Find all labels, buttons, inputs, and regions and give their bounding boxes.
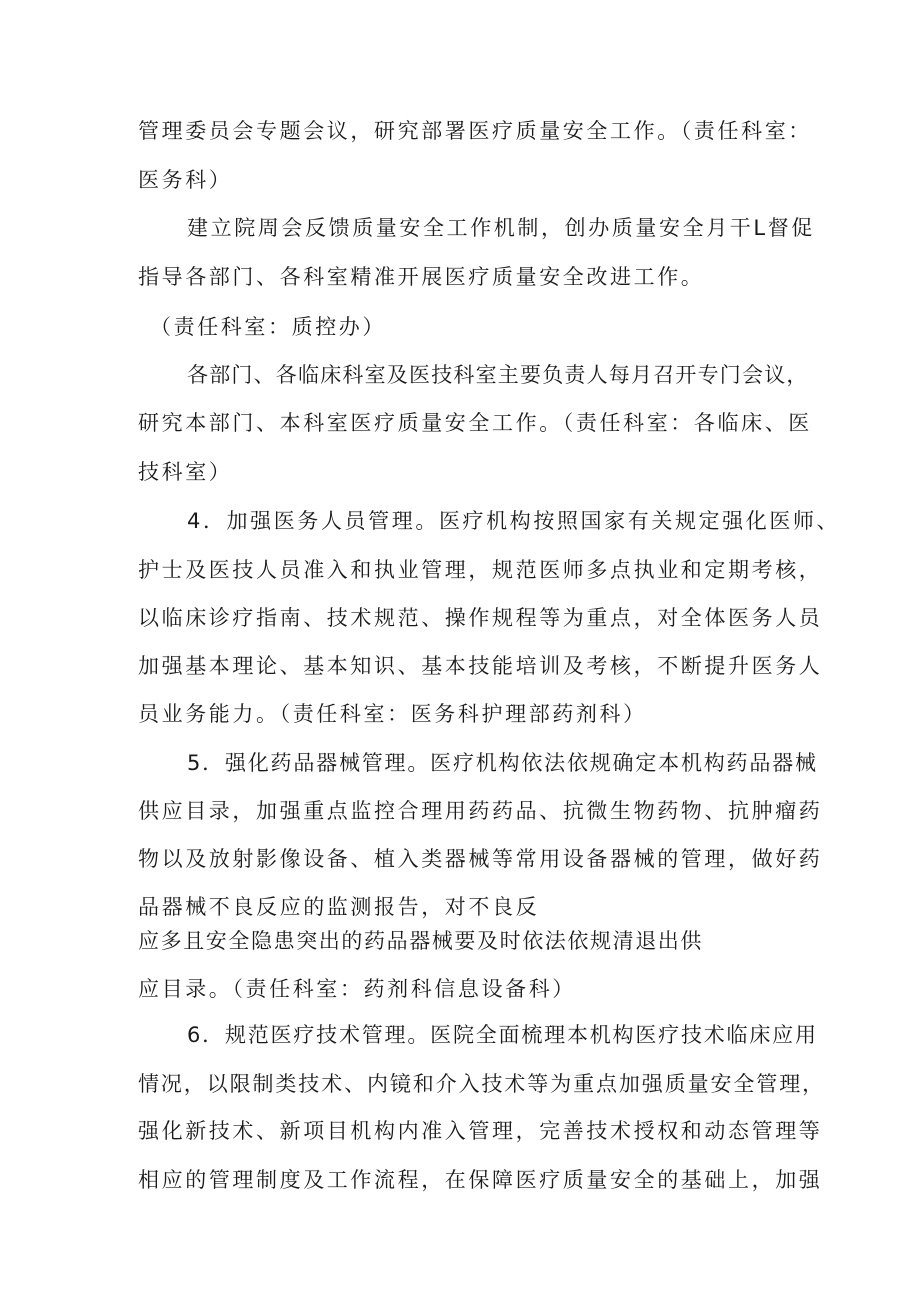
text-line: 强化新技术、新项目机构内准入管理，完善技术授权和动态管理等 [138, 1119, 823, 1143]
text-line: 应多且安全隐患突出的药品器械要及时依法依规清退出供 [138, 929, 703, 953]
text-line: 各部门、各临床科室及医技科室主要负责人每月召开专门会议， [187, 363, 809, 387]
text-line: 以临床诊疗指南、技术规范、操作规程等为重点，对全体医务人员 [138, 606, 823, 630]
text-line: 应目录。（责任科室：药剂科信息设备科） [138, 977, 576, 1001]
text-line: 情况，以限制类技术、内镜和介入技术等为重点加强质量安全管理， [138, 1072, 825, 1096]
text-line: 品器械不良反应的监测报告，对不良反 [138, 895, 540, 919]
text-line: 技科室） [138, 460, 233, 484]
text-line: 员业务能力。（责任科室：医务科护理部药剂科） [138, 702, 647, 726]
text-line: 研究本部门、本科室医疗质量安全工作。（责任科室：各临床、医 [138, 411, 812, 435]
text-line: 相应的管理制度及工作流程，在保障医疗质量安全的基础上，加强 [138, 1168, 823, 1192]
text-line: 建立院周会反馈质量安全工作机制，创办质量安全月干L督促 [187, 216, 815, 240]
text-line: 5．强化药品器械管理。医疗机构依法依规确定本机构药品器械 [187, 751, 818, 775]
text-line: 指导各部门、各科室精准开展医疗质量安全改进工作。 [138, 265, 705, 289]
text-line: 4．加强医务人员管理。医疗机构按照国家有关规定强化医师、 [187, 509, 841, 533]
text-line: （责任科室：质控办） [150, 315, 386, 339]
text-line: 物以及放射影像设备、植入类器械等常用设备器械的管理，做好药 [138, 847, 823, 871]
text-line: 6．规范医疗技术管理。医院全面梳理本机构医疗技术临床应用 [187, 1023, 818, 1047]
text-line: 加强基本理论、基本知识、基本技能培训及考核，不断提升医务人 [138, 654, 823, 678]
text-line: 医务科） [138, 168, 233, 192]
text-line: 供应目录，加强重点监控合理用药药品、抗微生物药物、抗肿瘤药 [138, 799, 823, 823]
text-line: 管理委员会专题会议，研究部署医疗质量安全工作。（责任科室： [138, 119, 812, 143]
text-line: 护士及医技人员准入和执业管理，规范医师多点执业和定期考核， [138, 558, 823, 582]
